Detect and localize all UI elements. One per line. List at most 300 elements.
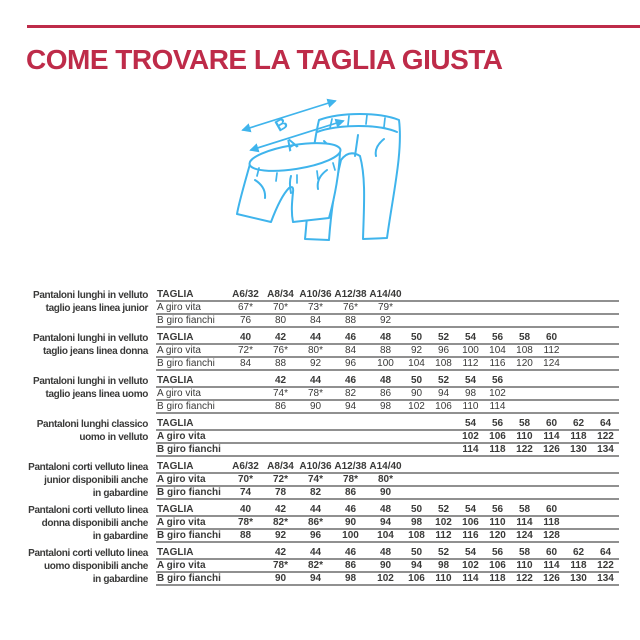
value-cell: 128 (543, 530, 560, 541)
value-cell: 70* (237, 474, 253, 485)
value-cell (511, 315, 538, 326)
value-cell (565, 315, 592, 326)
value-cell: 110 (462, 401, 479, 412)
value-cell (511, 401, 538, 412)
value-cell: 56 (491, 332, 504, 343)
value-cell: 98 (464, 388, 477, 399)
value-cell: A10/36 (299, 289, 332, 300)
value-cell: 56 (491, 418, 504, 429)
value-cell (430, 461, 457, 472)
value-cell: 58 (518, 332, 531, 343)
size-table (156, 461, 619, 500)
value-cell (457, 474, 484, 485)
value-cell: 90 (344, 517, 357, 528)
value-cell: 74* (307, 474, 323, 485)
value-cell (592, 332, 619, 343)
value-cell: 76 (239, 315, 252, 326)
product-label (10, 375, 148, 401)
value-cell: 94 (437, 388, 450, 399)
value-cell: 44 (309, 332, 322, 343)
value-cell (565, 504, 592, 515)
value-cell: 124 (543, 358, 560, 369)
value-cell (403, 289, 430, 300)
value-cell (565, 302, 592, 313)
value-cell: A6/32 (232, 289, 259, 300)
value-cell: 40 (239, 332, 252, 343)
value-cell: 114 (462, 573, 479, 584)
value-cell (538, 289, 565, 300)
value-cell: 100 (462, 345, 479, 356)
size-table-block (10, 375, 630, 414)
size-table (156, 332, 619, 371)
value-cell: 84 (344, 345, 357, 356)
value-cell: 50 (410, 332, 423, 343)
value-cell (403, 315, 430, 326)
value-cell (403, 487, 430, 498)
value-cell: 52 (437, 332, 450, 343)
value-cell: 98 (344, 573, 357, 584)
value-cell (511, 302, 538, 313)
product-label-line: taglio jeans linea donna (43, 346, 148, 357)
value-cell: 46 (344, 547, 357, 558)
value-cell (592, 474, 619, 485)
value-cell (565, 358, 592, 369)
value-cell: 126 (543, 444, 560, 455)
value-cell: 106 (435, 401, 452, 412)
row-label-cell: TAGLIA (157, 418, 194, 429)
product-label-line: Pantaloni corti velluto linea (28, 462, 148, 473)
value-cell: 78* (237, 517, 253, 528)
value-cell: A8/34 (267, 289, 294, 300)
value-cell: 110 (516, 560, 533, 571)
value-cell: 42 (274, 504, 287, 515)
product-label-line: taglio jeans linea uomo (45, 389, 148, 400)
value-cell: 48 (379, 375, 392, 386)
value-cell: 122 (597, 431, 614, 442)
value-cell: 104 (408, 358, 425, 369)
value-cell: 74* (272, 388, 288, 399)
page-title: COME TROVARE LA TAGLIA GIUSTA (26, 44, 503, 75)
size-table-block (10, 504, 630, 543)
value-cell (565, 388, 592, 399)
value-cell (228, 444, 263, 455)
value-cell: 102 (377, 573, 394, 584)
value-cell (592, 315, 619, 326)
product-label-line: in gabardine (92, 488, 148, 499)
value-cell (430, 302, 457, 313)
value-cell: 96 (344, 358, 357, 369)
value-cell (538, 401, 565, 412)
value-cell: 60 (545, 418, 558, 429)
value-cell: 90 (379, 560, 392, 571)
row-label-cell: A giro vita (157, 302, 201, 313)
value-cell: 48 (379, 547, 392, 558)
value-cell (565, 332, 592, 343)
value-cell: 54 (464, 504, 477, 515)
value-cell (228, 401, 263, 412)
value-cell: 104 (377, 530, 394, 541)
value-cell (538, 388, 565, 399)
product-label-line: Pantaloni lunghi in velluto (33, 376, 148, 387)
value-cell (430, 431, 457, 442)
value-cell: 124 (516, 530, 533, 541)
value-cell: 82 (344, 388, 357, 399)
value-cell: 88 (239, 530, 252, 541)
value-cell: 50 (410, 375, 423, 386)
value-cell: 114 (516, 517, 533, 528)
value-cell (228, 547, 263, 558)
size-table-block (10, 289, 630, 328)
value-cell: 46 (344, 332, 357, 343)
value-cell: 86 (379, 388, 392, 399)
value-cell: 112 (543, 345, 560, 356)
value-cell: 84 (309, 315, 322, 326)
value-cell (457, 461, 484, 472)
trousers-illustration (233, 90, 413, 248)
size-header-row (156, 332, 619, 345)
value-cell: 60 (545, 332, 558, 343)
value-cell (430, 315, 457, 326)
hips-row (156, 530, 619, 543)
value-cell: 52 (437, 547, 450, 558)
value-cell (592, 388, 619, 399)
value-cell: 114 (489, 401, 506, 412)
value-cell (484, 474, 511, 485)
value-cell: 78* (272, 560, 288, 571)
value-cell (565, 487, 592, 498)
value-cell (368, 444, 403, 455)
value-cell: 62 (572, 418, 585, 429)
value-cell: 76* (342, 302, 358, 313)
size-table-block (10, 547, 630, 586)
value-cell (228, 375, 263, 386)
waist-row (156, 388, 619, 401)
value-cell (333, 444, 368, 455)
value-cell (592, 487, 619, 498)
product-label (10, 332, 148, 358)
value-cell (457, 302, 484, 313)
value-cell (228, 388, 263, 399)
value-cell (368, 418, 403, 429)
value-cell: 72* (237, 345, 253, 356)
value-cell: 100 (342, 530, 359, 541)
value-cell: 46 (344, 375, 357, 386)
value-cell: 92 (309, 358, 322, 369)
value-cell (403, 444, 430, 455)
size-table (156, 289, 619, 328)
value-cell (592, 358, 619, 369)
value-cell: 122 (597, 560, 614, 571)
value-cell: 118 (489, 573, 506, 584)
value-cell (592, 461, 619, 472)
row-label-cell: B giro fianchi (157, 573, 221, 584)
value-cell: 64 (599, 547, 612, 558)
value-cell: 78 (274, 487, 287, 498)
value-cell: 122 (516, 573, 533, 584)
value-cell: 110 (489, 517, 506, 528)
value-cell: 134 (597, 573, 614, 584)
value-cell: 92 (410, 345, 423, 356)
row-label-cell: A giro vita (157, 431, 206, 442)
value-cell: 102 (489, 388, 506, 399)
value-cell (228, 560, 263, 571)
hips-row (156, 487, 619, 500)
value-cell: 92 (274, 530, 287, 541)
product-label-line: donna disponibili anche (41, 518, 148, 529)
hips-row (156, 401, 619, 414)
hips-row (156, 444, 619, 457)
value-cell (333, 431, 368, 442)
value-cell: 94 (379, 517, 392, 528)
value-cell: 50 (410, 547, 423, 558)
value-cell: 96 (309, 530, 322, 541)
value-cell: 88 (344, 315, 357, 326)
row-label-cell: B giro fianchi (157, 401, 215, 412)
value-cell (333, 418, 368, 429)
size-table-block (10, 332, 630, 371)
size-table (156, 504, 619, 543)
value-cell (538, 315, 565, 326)
value-cell: A10/36 (299, 461, 332, 472)
value-cell (430, 289, 457, 300)
row-label-cell: B giro fianchi (157, 530, 221, 541)
product-label-line: Pantaloni corti velluto linea (28, 505, 148, 516)
value-cell: 130 (570, 573, 587, 584)
row-label-cell: TAGLIA (157, 332, 194, 343)
waist-row (156, 302, 619, 315)
hips-row (156, 358, 619, 371)
value-cell (403, 418, 430, 429)
value-cell: 78* (307, 388, 323, 399)
value-cell (263, 418, 298, 429)
accent-rule (27, 25, 640, 28)
value-cell: 94 (309, 573, 322, 584)
value-cell (484, 302, 511, 313)
size-header-row (156, 418, 619, 431)
size-table (156, 547, 619, 586)
value-cell: 73* (307, 302, 323, 313)
value-cell: A14/40 (369, 289, 402, 300)
value-cell: 120 (516, 358, 533, 369)
value-cell (403, 431, 430, 442)
value-cell: 46 (344, 504, 357, 515)
value-cell (403, 474, 430, 485)
value-cell: 98 (379, 401, 392, 412)
value-cell: 126 (543, 573, 560, 584)
waist-row (156, 474, 619, 487)
value-cell: 120 (489, 530, 506, 541)
value-cell (592, 517, 619, 528)
value-cell: 96 (437, 345, 450, 356)
value-cell (592, 345, 619, 356)
product-label-line: junior disponibili anche (44, 475, 148, 486)
value-cell (592, 302, 619, 313)
value-cell (263, 444, 298, 455)
value-cell: 102 (435, 517, 452, 528)
value-cell (538, 302, 565, 313)
product-label-line: in gabardine (92, 574, 148, 585)
value-cell: 80* (377, 474, 393, 485)
product-label-line: Pantaloni lunghi in velluto (33, 333, 148, 344)
row-label-cell: TAGLIA (157, 289, 194, 300)
value-cell: 130 (570, 444, 587, 455)
shorts-fly-icon (290, 176, 291, 193)
value-cell (511, 388, 538, 399)
value-cell: 58 (518, 504, 531, 515)
value-cell: 90 (309, 401, 322, 412)
value-cell: 104 (489, 345, 506, 356)
value-cell: A14/40 (369, 461, 402, 472)
value-cell: 52 (437, 375, 450, 386)
value-cell (457, 487, 484, 498)
value-cell (484, 461, 511, 472)
value-cell (538, 474, 565, 485)
value-cell: 44 (309, 375, 322, 386)
value-cell (484, 487, 511, 498)
measure-a-label: A (282, 134, 302, 156)
value-cell: 100 (377, 358, 394, 369)
value-cell: 44 (309, 547, 322, 558)
value-cell: 92 (379, 315, 392, 326)
value-cell (484, 289, 511, 300)
value-cell: 134 (597, 444, 614, 455)
row-label-cell: TAGLIA (157, 375, 194, 386)
value-cell (430, 474, 457, 485)
value-cell: 67* (237, 302, 253, 313)
measure-b-label: B (272, 114, 292, 136)
row-label-cell: A giro vita (157, 388, 201, 399)
value-cell: 122 (516, 444, 533, 455)
value-cell: 50 (410, 504, 423, 515)
value-cell: 114 (543, 431, 560, 442)
value-cell (538, 375, 565, 386)
value-cell: 102 (408, 401, 425, 412)
value-cell: 58 (518, 547, 531, 558)
value-cell: 48 (379, 504, 392, 515)
value-cell: 56 (491, 504, 504, 515)
value-cell: 79* (377, 302, 393, 313)
value-cell (565, 401, 592, 412)
value-cell: A12/38 (334, 289, 367, 300)
size-header-row (156, 504, 619, 517)
row-label-cell: B giro fianchi (157, 358, 215, 369)
value-cell: 82 (309, 487, 322, 498)
row-label-cell: B giro fianchi (157, 444, 221, 455)
value-cell: 78* (342, 474, 358, 485)
value-cell: A6/32 (232, 461, 259, 472)
row-label-cell: TAGLIA (157, 504, 194, 515)
value-cell (511, 487, 538, 498)
value-cell: 114 (462, 444, 479, 455)
value-cell (457, 315, 484, 326)
waist-row (156, 431, 619, 444)
product-label-line: uomo in velluto (79, 432, 148, 443)
value-cell: 86 (344, 487, 357, 498)
value-cell (298, 431, 333, 442)
value-cell: 116 (462, 530, 479, 541)
value-cell (592, 375, 619, 386)
row-label-cell: B giro fianchi (157, 487, 221, 498)
value-cell: 58 (518, 418, 531, 429)
value-cell (228, 418, 263, 429)
row-label-cell: A giro vita (157, 560, 206, 571)
value-cell (565, 461, 592, 472)
product-label (10, 418, 148, 444)
value-cell: 102 (462, 560, 479, 571)
value-cell: 108 (408, 530, 425, 541)
value-cell (565, 517, 592, 528)
value-cell: 52 (437, 504, 450, 515)
size-header-row (156, 461, 619, 474)
product-label (10, 289, 148, 315)
value-cell: 82* (272, 517, 288, 528)
value-cell: 54 (464, 375, 477, 386)
value-cell: 106 (489, 431, 506, 442)
value-cell: 116 (489, 358, 506, 369)
value-cell: 112 (435, 530, 452, 541)
value-cell (228, 431, 263, 442)
value-cell: 84 (239, 358, 252, 369)
value-cell (592, 504, 619, 515)
value-cell (403, 302, 430, 313)
value-cell: 60 (545, 547, 558, 558)
value-cell: 54 (464, 547, 477, 558)
value-cell: 114 (543, 560, 560, 571)
value-cell: 76* (272, 345, 288, 356)
value-cell: 56 (491, 375, 504, 386)
value-cell (511, 375, 538, 386)
value-cell: 108 (516, 345, 533, 356)
value-cell: 118 (543, 517, 560, 528)
row-label-cell: A giro vita (157, 474, 206, 485)
size-table-block (10, 418, 630, 457)
value-cell: 86 (344, 560, 357, 571)
value-cell (565, 474, 592, 485)
value-cell (430, 444, 457, 455)
product-label (10, 547, 148, 586)
value-cell: 94 (410, 560, 423, 571)
product-label-line: uomo disponibili anche (44, 561, 148, 572)
value-cell (511, 474, 538, 485)
value-cell (565, 345, 592, 356)
hips-row (156, 315, 619, 328)
product-label (10, 461, 148, 500)
value-cell: 62 (572, 547, 585, 558)
value-cell: 44 (309, 504, 322, 515)
value-cell: 80* (307, 345, 323, 356)
value-cell: 80 (274, 315, 287, 326)
value-cell (511, 461, 538, 472)
value-cell: 72* (272, 474, 288, 485)
value-cell (484, 315, 511, 326)
value-cell: 90 (274, 573, 287, 584)
value-cell: 88 (274, 358, 287, 369)
size-table-block (10, 461, 630, 500)
value-cell (538, 461, 565, 472)
value-cell: 98 (410, 517, 423, 528)
value-cell (403, 461, 430, 472)
row-label-cell: A giro vita (157, 345, 201, 356)
value-cell: 102 (462, 431, 479, 442)
value-cell: 40 (239, 504, 252, 515)
value-cell (511, 289, 538, 300)
value-cell: 108 (435, 358, 452, 369)
value-cell (565, 289, 592, 300)
value-cell: 94 (344, 401, 357, 412)
value-cell (565, 375, 592, 386)
value-cell (457, 289, 484, 300)
value-cell: 118 (489, 444, 506, 455)
